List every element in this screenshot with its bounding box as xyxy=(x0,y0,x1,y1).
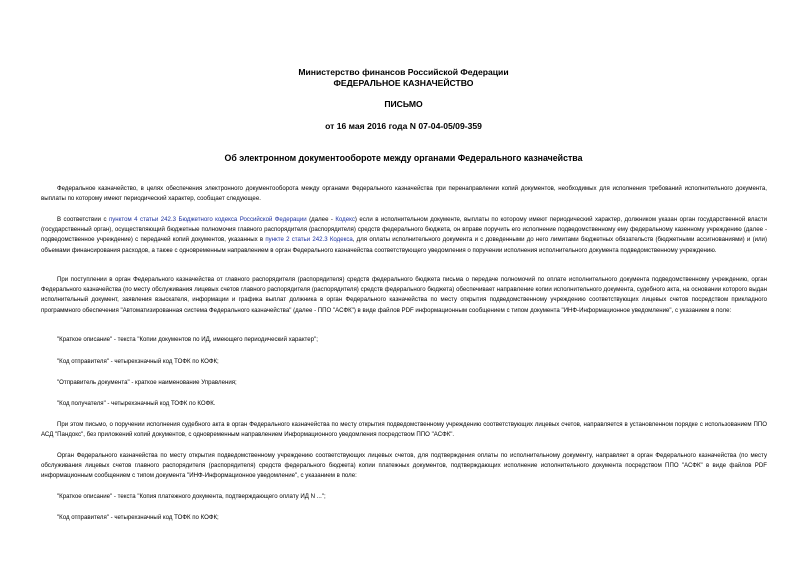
text-span: В соответствии с xyxy=(57,216,109,223)
paragraph-intro: Федеральное казначейство, в целях обеспечения электронного документооборота между органами Федерального казначейства при перенаправлении копий документов, необходимых для исполнения требований исполнительного документа, выплаты по которому имеют периодический характер, сообщает следующее. xyxy=(41,185,767,203)
list-item: "Код отправителя" - четырехзначный код ТОФК по КОФК; xyxy=(57,514,219,521)
ministry-heading: Министерство финансов Российской Федерации xyxy=(298,67,509,77)
list-item: "Краткое описание" - текста "Копии документов по ИД, имеющего периодический характер"; xyxy=(57,336,318,343)
list-item: "Отправитель документа" - краткое наименование Управления; xyxy=(57,379,237,386)
list-item: "Код получателя" - четырехзначный код ТОФК по КОФК. xyxy=(57,400,216,407)
document-number: от 16 мая 2016 года N 07-04-05/09-359 xyxy=(325,121,482,131)
document-title: Об электронном документообороте между органами Федерального казначейства xyxy=(224,153,583,163)
paragraph-legal-basis xyxy=(41,215,767,256)
paragraph-payment-confirmation: Орган Федерального казначейства по месту открытия подведомственному учреждению соответствующих лицевых счетов, для подтверждения оплаты по исполнительному документу, направляет в орган Федерального казначейства (по месту обслуживания лицевых счетов главного распорядителя (распорядителя) средств федерального бюджета) копии платежных документов, подтверждающих исполнение исполнительного документа посредством ППО "АСФК" в виде файлов PDF информационным сообщением с типом документа "ИНФ-Информационное уведомление", с указанием в поле: xyxy=(41,452,767,480)
code-link[interactable]: Кодекс xyxy=(335,216,355,223)
article-link[interactable]: пункте 2 статьи 242.3 Кодекса xyxy=(265,236,353,244)
list-item: "Код отправителя" - четырехзначный код ТОФК по КОФК; xyxy=(57,358,219,365)
paragraph-letter-routing: При этом письмо, о поручении исполнения судебного акта в орган Федерального казначейства по месту открытия подведомственному учреждению соответствующих лицевых счетов, направляется в установленном порядке с использованием ППО АСД "Пандокс", без приложений копий документов, с одновременным направлением Информационного уведомления посредством ППО "АСФК". xyxy=(41,421,767,439)
text-span: , для оплаты исполнительного документа и с доведенными до него лимитами бюджетных обязательств (бюджетными ассигнованиями) и (или) объемами финансирования расходов, а также с одновременным направлением в орган Федерального казначейства соответствующего уведомления о поручении исполнения исполнительного документа подведомственному учреждению. xyxy=(41,236,767,254)
treasury-heading: ФЕДЕРАЛЬНОЕ КАЗНАЧЕЙСТВО xyxy=(333,78,474,88)
document-type: ПИСЬМО xyxy=(384,99,423,109)
budget-code-link[interactable]: пунктом 4 статьи 242.3 Бюджетного кодекса Российской Федерации xyxy=(108,216,307,223)
text-span: ) если в исполнительном документе, выплаты по которому имеют периодический характер, должником указан орган государственной власти (государственный орган), осуществляющий бюджетные полномочия главного распорядителя (распорядителя) средств федерального бюджета, он вправе поручить его исполнение подведомственному ему федеральному казенному учреждению (далее - подведомственное учреждение) с передачей копий документов, указанных в xyxy=(41,216,768,244)
paragraph-procedure: При поступлении в орган Федерального казначейства от главного распорядителя (распорядителя) средств федерального бюджета письма о передаче полномочий по оплате исполнительного документа подведомственному учреждению, орган Федерального казначейства (по месту обслуживания лицевых счетов главного распорядителя (распорядителя) средств федерального бюджета) обеспечивает направление копии исполнительного документа, судебного акта, на основании которого выдан исполнительный документ, заявления взыскателя, информации и графика выплат должника в орган Федерального казначейства по месту открытия подведомственному учреждению соответствующих лицевых счетов посредством прикладного программного обеспечения "Автоматизированная система Федерального казначейства" (далее - ППО "АСФК") в виде файлов PDF информационным сообщением с типом документа "ИНФ-Информационное уведомление", с указанием в поле: xyxy=(41,276,767,314)
text-span: (далее - xyxy=(306,216,336,223)
list-item: "Краткое описание" - текста "Копия платежного документа, подтверждающего оплату ИД N ..."; xyxy=(57,493,326,500)
